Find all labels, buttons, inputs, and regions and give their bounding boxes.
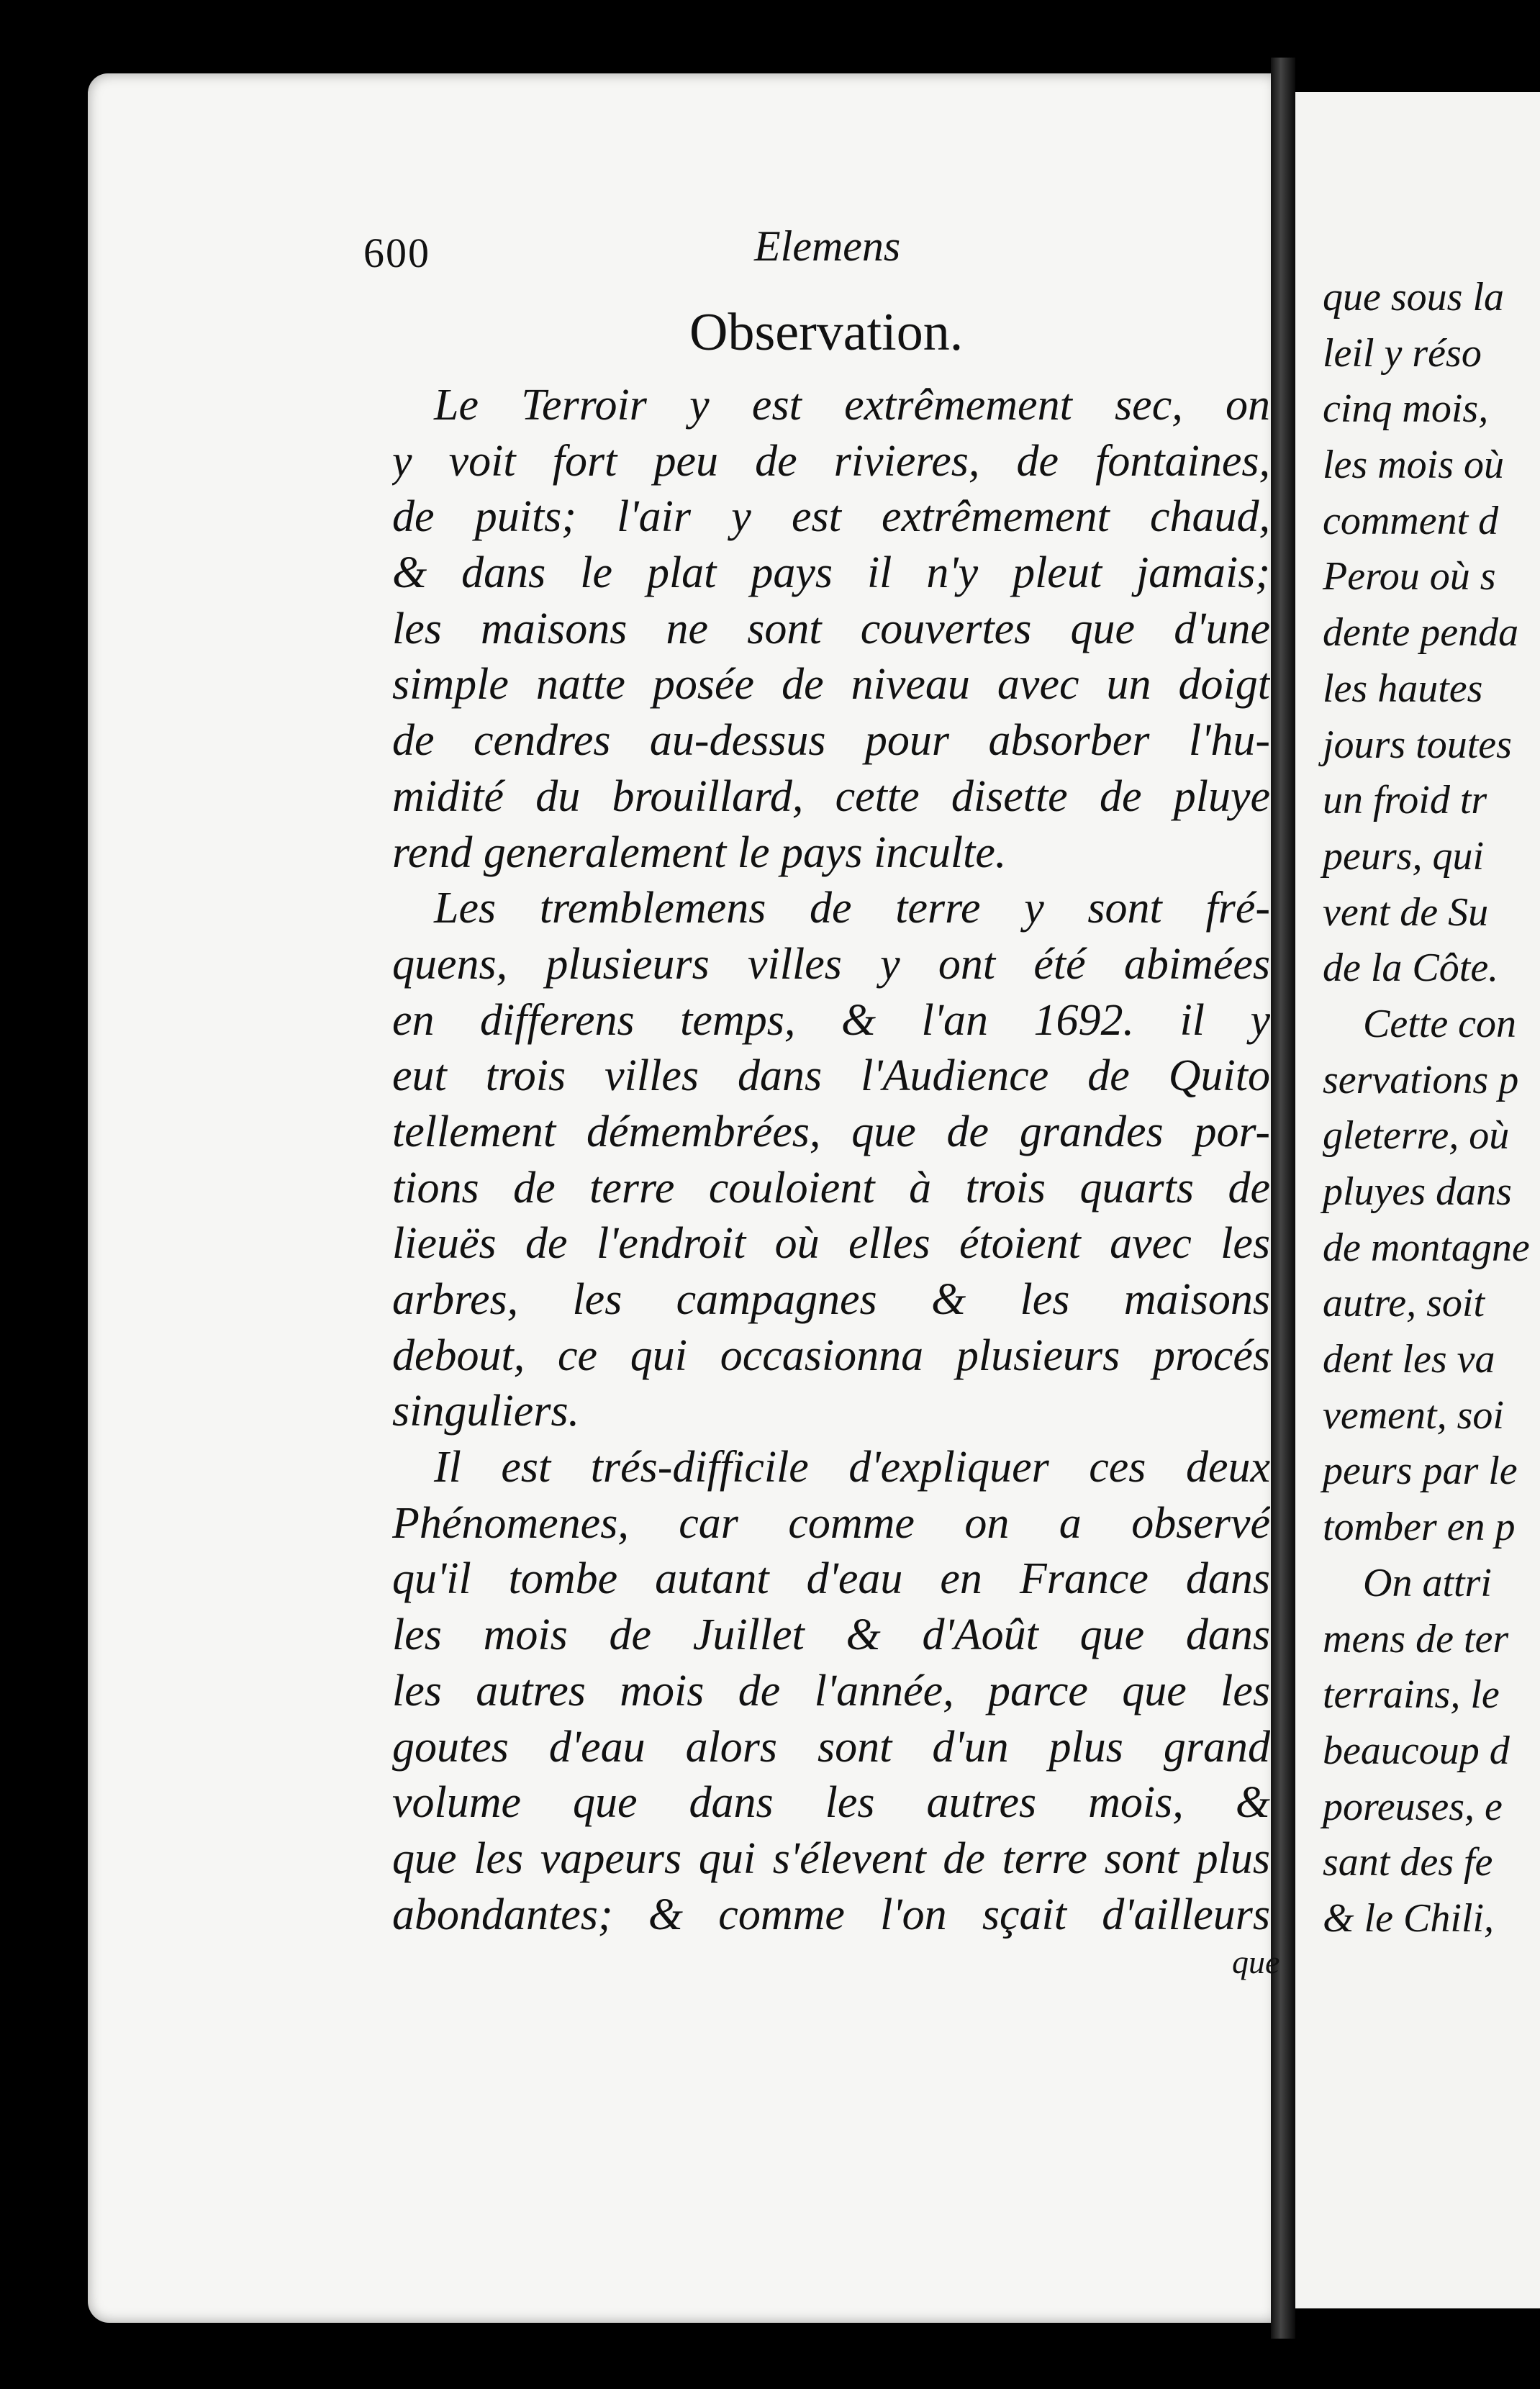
text-line: On attri	[1363, 1560, 1492, 1605]
text-line: les mois de Juillet & d'Août que dans	[392, 1610, 1270, 1660]
text-line: terrains, le	[1323, 1672, 1500, 1718]
text-line: quens, plusieurs villes y ont été abimées	[392, 939, 1270, 989]
text-line: singuliers.	[392, 1387, 580, 1436]
text-line: tomber en p	[1323, 1505, 1516, 1550]
text-line: les autres mois de l'année, parce que les	[392, 1666, 1270, 1715]
text-line: de cendres au-dessus pour absorber l'hu-	[392, 716, 1270, 766]
text-line: gleterre, où	[1323, 1113, 1510, 1159]
text-line: cinq mois,	[1323, 386, 1489, 432]
text-line: un froid tr	[1323, 778, 1487, 823]
text-line: qu'il tombe autant d'eau en France dans	[392, 1554, 1270, 1604]
text-line: mens de ter	[1323, 1616, 1509, 1662]
text-line: servations p	[1323, 1057, 1519, 1102]
text-line: vement, soi	[1323, 1392, 1504, 1438]
text-line: dente penda	[1323, 610, 1519, 656]
text-line: & dans le plat pays il n'y pleut jamais;	[392, 548, 1270, 598]
text-line: les hautes	[1323, 666, 1483, 711]
text-line: pluyes dans	[1323, 1169, 1512, 1214]
text-line: Il est trés-difficile d'expliquer ces deux	[434, 1443, 1270, 1492]
text-line: en differens temps, & l'an 1692. il y	[392, 995, 1270, 1045]
text-line: Perou où s	[1323, 554, 1496, 599]
text-line: sant des fe	[1323, 1840, 1493, 1885]
text-line: poreuses, e	[1323, 1784, 1503, 1829]
text-line: Les tremblemens de terre y sont fré-	[434, 884, 1270, 933]
text-line: goutes d'eau alors sont d'un plus grand	[392, 1722, 1270, 1772]
text-line: simple natte posée de niveau avec un doigt	[392, 660, 1270, 710]
text-line: eut trois villes dans l'Audience de Quito	[392, 1051, 1270, 1101]
text-line: dent les va	[1323, 1337, 1495, 1382]
text-line: tions de terre couloient à trois quarts de	[392, 1163, 1270, 1212]
book-gutter	[1271, 58, 1295, 2339]
running-head: Elemens	[754, 222, 901, 270]
text-line: jours toutes	[1323, 722, 1512, 767]
text-line: & le Chili,	[1323, 1895, 1494, 1941]
text-line: midité du brouillard, cette disette de pluye	[392, 771, 1270, 821]
text-line: les mois où	[1323, 443, 1504, 488]
right-page-body	[1323, 270, 1540, 1947]
text-line: volume que dans les autres mois, &	[392, 1778, 1270, 1828]
text-line: abondantes; & comme l'on sçait d'ailleurs	[392, 1890, 1270, 1939]
text-line: les maisons ne sont couvertes que d'une	[392, 604, 1270, 653]
text-line: arbres, les campagnes & les maisons	[392, 1275, 1270, 1324]
text-line: que sous la	[1323, 275, 1504, 319]
section-heading: Observation.	[689, 303, 964, 362]
text-line: leil y réso	[1323, 330, 1482, 376]
text-line: tellement démembrées, que de grandes por-	[392, 1107, 1270, 1156]
text-line: comment d	[1323, 498, 1499, 543]
text-line: Phénomenes, car comme on a observé	[392, 1498, 1270, 1548]
catchword: que	[1232, 1944, 1280, 1980]
text-line: y voit fort peu de rivieres, de fontaines,	[392, 436, 1270, 486]
text-line: rend generalement le pays inculte.	[392, 828, 1007, 877]
text-line: de montagne	[1323, 1225, 1530, 1270]
text-line: vent de Su	[1323, 889, 1489, 935]
text-line: Le Terroir y est extrêmement sec, on	[434, 381, 1270, 430]
text-line: de puits; l'air y est extrêmement chaud,	[392, 492, 1270, 542]
text-line: peurs, qui	[1323, 833, 1484, 879]
text-line: peurs par le	[1323, 1449, 1518, 1494]
text-line: beaucoup d	[1323, 1728, 1510, 1773]
text-line: autre, soit	[1323, 1281, 1485, 1326]
page-number: 600	[363, 230, 430, 276]
text-line: que les vapeurs qui s'élevent de terre sont plus	[392, 1833, 1270, 1883]
left-page-body	[392, 378, 1270, 1943]
text-line: de la Côte.	[1323, 946, 1499, 991]
text-line: lieuës de l'endroit où elles étoient avec les	[392, 1219, 1270, 1269]
text-line: Cette con	[1363, 1001, 1517, 1046]
text-line: debout, ce qui occasionna plusieurs procés	[392, 1331, 1270, 1380]
